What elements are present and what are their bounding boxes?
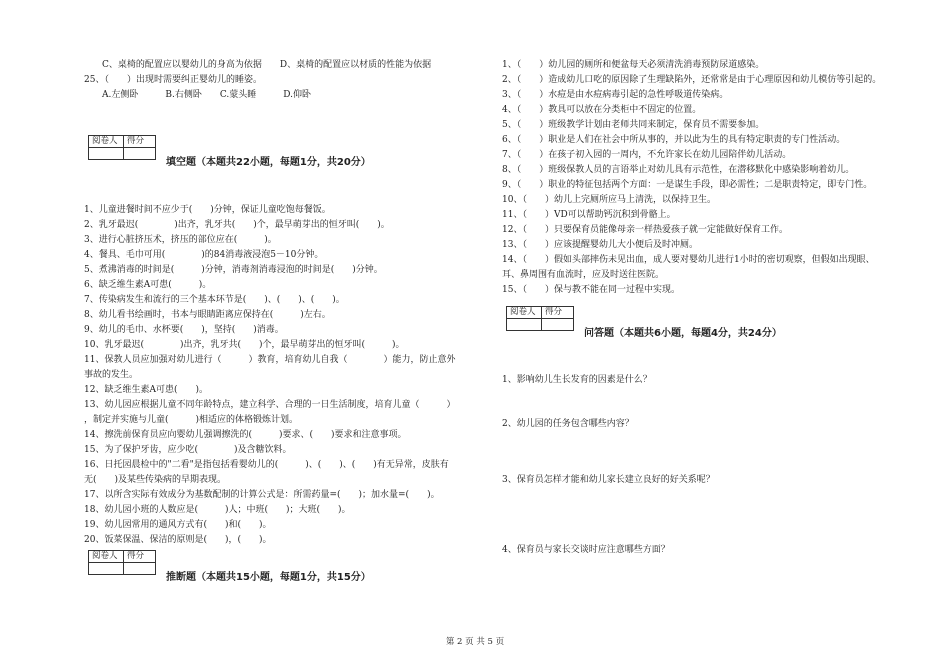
fill-item: 7、传染病发生和流行的三个基本环节是( )、( )、( )。	[84, 295, 345, 305]
fill-item: 17、以所含实际有效成分为基数配制的计算公式是：所需药量=( )；加水量=( )。	[84, 490, 440, 500]
score-cell	[124, 563, 156, 575]
fill-item: 5、煮沸消毒的时间是( )分钟，消毒剂消毒浸泡的时间是( )分钟。	[84, 265, 383, 275]
reviewer-label: 阅卷人	[89, 136, 124, 148]
score-label: 得分	[542, 307, 574, 319]
fill-item: 3、进行心脏挤压术，挤压的部位应在( )。	[84, 235, 277, 245]
fill-item: 无( )及某些传染病的早期表现。	[84, 475, 227, 485]
fill-item: 1、儿童进餐时间不应少于( )分钟，保证儿童吃饱每餐饭。	[84, 205, 331, 215]
qa-item: 4、保育员与家长交谈时应注意哪些方面？	[502, 545, 670, 555]
fill-item: 11、保教人员应加强对幼儿进行（ ）教育，培育幼儿自我（ ）能力，防止意外	[84, 355, 456, 365]
question-25-options: A.左侧卧 B.右侧卧 C.蒙头睡 D.仰卧	[84, 90, 312, 100]
page-number: 第 2 页 共 5 页	[445, 637, 505, 647]
score-label: 得分	[124, 551, 156, 563]
reviewer-cell	[507, 319, 542, 331]
fill-item: ，制定并实施与儿童( )相适应的体格锻炼计划。	[84, 415, 299, 425]
reviewer-cell	[89, 148, 124, 160]
question-25: 25、（ ）出现时需要纠正婴幼儿的睡姿。	[84, 75, 262, 85]
judge-item: 14、（ ）假如头部摔伤未见出血，成人要对婴幼儿进行1小时的密切观察，但假如出现眼、	[502, 255, 875, 265]
judge-item: 9、（ ）职业的特征包括两个方面：一是谋生手段，即必需性；二是职责特定，即专门性。	[502, 180, 873, 190]
judge-item: 3、（ ）水痘是由水痘病毒引起的急性呼吸道传染病。	[502, 90, 729, 100]
fill-item: 2、乳牙最迟( )出齐，乳牙共( )个，最早萌芽出的恒牙叫( )。	[84, 220, 390, 230]
reviewer-label: 阅卷人	[89, 551, 124, 563]
question-24-options-cd: C、桌椅的配置应以婴幼儿的身高为依据 D、桌椅的配置应以材质的性能为依据	[84, 60, 432, 70]
qa-item: 2、幼儿园的任务包含哪些内容？	[502, 419, 634, 429]
score-label: 得分	[124, 136, 156, 148]
fill-item: 13、幼儿园应根据儿童不同年龄特点，建立科学、合理的一日生活制度，培育儿童（ ）	[84, 400, 456, 410]
judge-section-title: 推断题（本题共15小题，每题1分，共15分）	[166, 572, 371, 583]
fill-item: 4、餐具、毛巾可用( )的84消毒液浸泡5－10分钟。	[84, 250, 324, 260]
qa-item: 3、保育员怎样才能和幼儿家长建立良好的好关系呢？	[502, 475, 715, 485]
fill-item: 12、缺乏维生素A可患( )。	[84, 385, 208, 395]
fill-item: 6、缺乏维生素A可患( )。	[84, 280, 212, 290]
reviewer-label: 阅卷人	[507, 307, 542, 319]
judge-item: 1、（ ）幼儿园的厕所和便盆每天必须清洗消毒预防尿道感染。	[502, 60, 765, 70]
qa-section-title: 问答题（本题共6小题，每题4分，共24分）	[584, 328, 782, 339]
fill-item: 16、日托园晨检中的"二看"是指包括看婴幼儿的( )、( )、( )有无异常，皮肤有	[84, 460, 449, 470]
fill-item: 10、乳牙最迟( )出齐，乳牙共( )个，最早萌芽出的恒牙叫( )。	[84, 340, 405, 350]
judge-item: 15、（ ）保与教不能在同一过程中实现。	[502, 285, 680, 295]
fill-score-box	[88, 135, 156, 160]
fill-section-title: 填空题（本题共22小题，每题1分，共20分）	[166, 157, 371, 168]
fill-item: 19、幼儿园常用的通风方式有( )和( )。	[84, 520, 272, 530]
score-cell	[124, 148, 156, 160]
qa-score-box	[506, 306, 574, 331]
fill-item: 15、为了保护牙齿，应少吃( )及含糖饮料。	[84, 445, 292, 455]
judge-score-box	[88, 550, 156, 575]
judge-item: 2、（ ）造成幼儿口吃的原因除了生理缺陷外，还常常是由于心理原因和幼儿模仿等引起的。	[502, 75, 882, 85]
fill-item: 事故的发生。	[84, 370, 139, 380]
fill-item: 18、幼儿园小班的人数应是( )人；中班( )；大班( )。	[84, 505, 351, 515]
fill-item: 8、幼儿看书绘画时，书本与眼睛距离应保持在( )左右。	[84, 310, 331, 320]
score-cell	[542, 319, 574, 331]
judge-item: 4、（ ）教具可以放在分类柜中不固定的位置。	[502, 105, 702, 115]
judge-item: 10、（ ）幼儿上完厕所应马上清洗，以保持卫生。	[502, 195, 716, 205]
judge-item: 12、（ ）只要保育员能像母亲一样热爱孩子就一定能做好保育工作。	[502, 225, 788, 235]
judge-item: 8、（ ）班级保教人员的言语举止对幼儿具有示范性，在潜移默化中感染影响着幼儿。	[502, 165, 855, 175]
fill-item: 20、饭菜保温、保洁的原则是( )，( )。	[84, 535, 272, 545]
judge-item: 7、（ ）在孩子初入园的一周内，不允许家长在幼儿园陪伴幼儿活动。	[502, 150, 792, 160]
qa-item: 1、影响幼儿生长发育的因素是什么？	[502, 375, 652, 385]
judge-item: 6、（ ）职业是人们在社会中所从事的，并以此为生的具有特定职责的专门性活动。	[502, 135, 846, 145]
reviewer-cell	[89, 563, 124, 575]
judge-item: 11、（ ）VD可以帮助钙沉积到骨骼上。	[502, 210, 676, 220]
fill-item: 14、擦洗前保育员应向婴幼儿强调擦洗的( )要求、( )要求和注意事项。	[84, 430, 407, 440]
judge-item: 5、（ ）班级教学计划由老师共同来制定，保育员不需要参加。	[502, 120, 765, 130]
judge-item: 13、（ ）应该提醒婴幼儿大小便后及时冲厕。	[502, 240, 698, 250]
judge-item: 耳、鼻周围有血流时，应及时送往医院。	[502, 270, 665, 280]
fill-item: 9、幼儿的毛巾、水杯要( )，坚持( )消毒。	[84, 325, 284, 335]
